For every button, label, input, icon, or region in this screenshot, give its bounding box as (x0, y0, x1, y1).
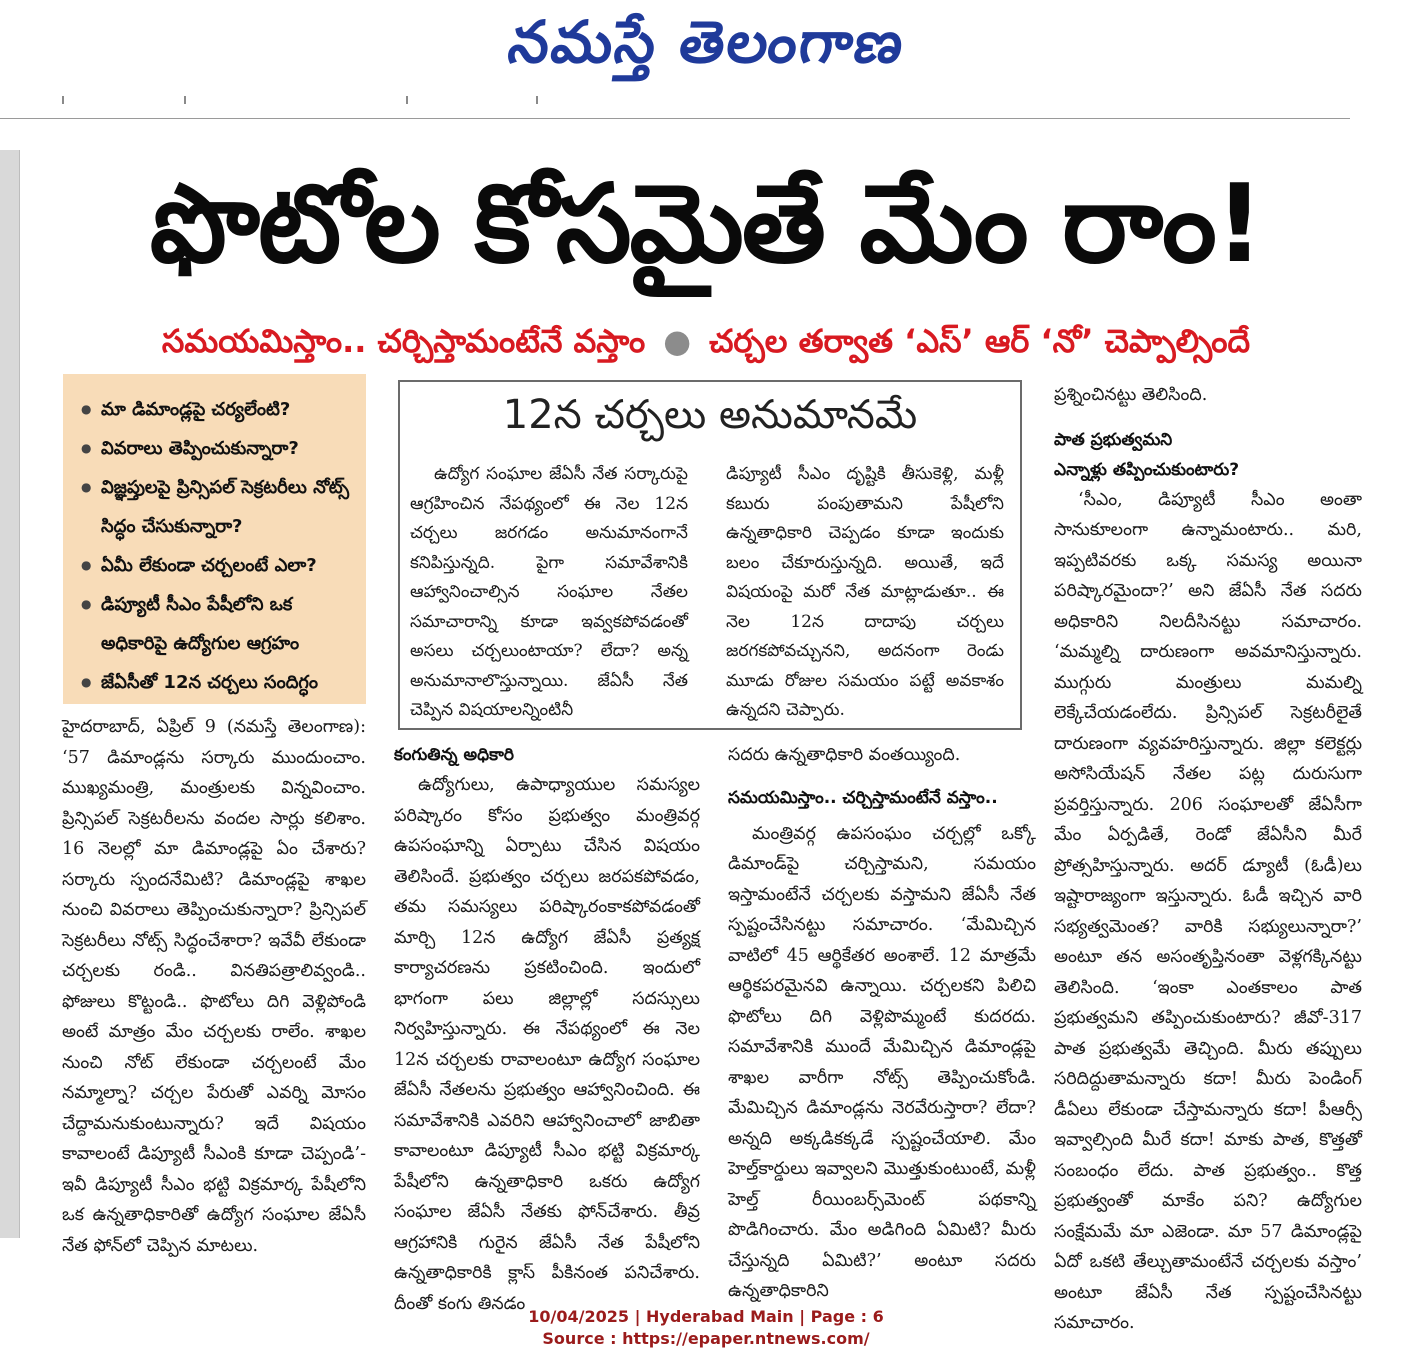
highlight-item: ● వివరాలు తెప్పించుకున్నారా? (81, 429, 356, 468)
column-2-body: ఉద్యోగులు, ఉపాధ్యాయుల సమస్యల పరిష్కారం కోసం ప్రభుత్వం మంత్రివర్గ ఉపసంఘాన్ని ఏర్పాటు చేసిన విషయం తెలిసిందే. ప్రభుత్వం చర్చలు జరపకపోవడం, తమ సమస్యలు పరిష్కారంకాకపోవడంతో మార్చి 12న ఉద్యోగ జేఏసీ ప్రత్యక్ష కార్యాచరణను ప్రకటించింది. ఇందులో భాగంగా పలు జిల్లాల్లో సదస్సులు నిర్వహిస్తున్నారు. ఈ నేపథ్యంలో ఈ నెల 12న చర్చలకు రావాలంటూ ఉద్యోగ సంఘాల జేఏసీ నేతలను ప్రభుత్వం ఆహ్వానించింది. ఈ సమావేశానికి ఎవరిని ఆహ్వానించాలో జాబితా కావాలంటూ డిప్యూటీ సీఎం భట్టి విక్రమార్క పేషీలోని ఉన్నతాధికారి ఒకరు ఉద్యోగ సంఘాల జేఏసీ నేతకు ఫోన్‌చేశారు. తీవ్ర ఆగ్రహానికి గురైన జేఏసీ నేత పేషీలోని ఉన్నతాధికారికి క్లాస్ పీకినంత పనిచేశారు. దీంతో కంగు తినడం (394, 775, 700, 1314)
highlight-item: ● జేఏసీతో 12న చర్చలు సందిగ్ధం (81, 663, 356, 702)
article-column-3 (728, 740, 1036, 1307)
footer-date-edition: 10/04/2025 | Hyderabad Main | Page : 6 (528, 1307, 884, 1326)
page-footer (0, 1306, 1412, 1350)
column-4-body: ‘సీఎం, డిప్యూటీ సీఎం అంతా సానుకూలంగా ఉన్నామంటారు.. మరి, ఇప్పటివరకు ఒక్క సమస్య అయినా పరిష్కారమైందా?’ అని జేఏసీ నేత సదరు అధికారిని నిలదీసినట్టు సమాచారం. ‘మమ్మల్ని దారుణంగా అవమానిస్తున్నారు. ముగ్గురు మంత్రులు మమల్ని లెక్కేచేయడంలేదు. ప్రిన్సిపల్ సెక్రటరీలైతే దారుణంగా వ్యవహరిస్తున్నారు. జిల్లా కలెక్టర్లు అసోసియేషన్ నేతల పట్ల దురుసుగా ప్రవర్తిస్తున్నారు. 206 సంఘాలతో జేఏసీగా మేం ఏర్పడితే, రెండో జేఏసీని మీరే ప్రోత్సహిస్తున్నారు. అదర్ డ్యూటీ (ఓడీ)లు ఇష్టారాజ్యంగా ఇస్తున్నారు. ఓడీ ఇచ్చిన వారి సభ్యత్వమెంత? వారికి సభ్యులున్నారా?’ అంటూ తన అసంతృప్తినంతా వెళ్లగక్కినట్టు తెలిసింది. ‘ఇంకా ఎంతకాలం పాత ప్రభుత్వమని తప్పించుకుంటారు? జీవో-317 పాత ప్రభుత్వమే తెచ్చింది. మీరు తప్పులు సరిదిద్దుతామన్నారు కదా! మీరు పెండింగ్ డీఏలు లేకుండా చేస్తామన్నారు కదా! పీఆర్సీ ఇవ్వాల్సింది మీరే కదా! మాకు పాత, కొత్తతో సంబంధం లేదు. పాత ప్రభుత్వం.. కొత్త ప్రభుత్వంతో మాకేం పని? ఉద్యోగుల సంక్షేమమే మా ఎజెండా. మా 57 డిమాండ్లపై ఏదో ఒకటి తేల్చుతామంటేనే చర్చలకు వస్తాం’ అంటూ జేఏసీ నేత స్పష్టంచేసినట్టు సమాచారం. (1054, 489, 1362, 1333)
box-text-left: ఉద్యోగ సంఘాల జేఏసీ నేత సర్కారుపై ఆగ్రహించిన నేపథ్యంలో ఈ నెల 12న చర్చలు జరగడం అనుమానంగానే కనిపిస్తున్నది. పైగా సమావేశానికి ఆహ్వానించాల్సిన సంఘాల నేతల సమాచారాన్ని కూడా ఇవ్వకపోవడంతో అసలు చర్చలుంటాయా? లేదా? అన్న అనుమానాలొస్తున్నాయి. జేఏసీ నేత చెప్పిన విషయాలన్నింటినీ (410, 464, 688, 720)
subhead-left: సమయమిస్తాం.. చర్చిస్తామంటేనే వస్తాం (161, 322, 646, 360)
column-1-body: హైదరాబాద్, ఏప్రిల్ 9 (నమస్తే తెలంగాణ): ‘57 డిమాండ్లను సర్కారు ముందుంచాం. ముఖ్యమంత్రి, మంత్రులకు విన్నవించాం. ప్రిన్సిపల్ సెక్రటరీలను వందల సార్లు కలిశాం. 16 నెలల్లో మా డిమాండ్లపై ఏం చేశారు? సర్కారు స్పందనేమిటి? డిమాండ్లపై శాఖల నుంచి వివరాలు తెప్పించుకున్నారా? ప్రిన్సిపల్ సెక్రటరీలు నోట్స్ సిద్ధంచేశారా? ఇవేవీ లేకుండా చర్చలకు రండి.. వినతిపత్రాలివ్వండి.. ఫోజులు కొట్టండి.. ఫొటోలు దిగి వెళ్లిపోండి అంటే మాత్రం మేం చర్చలకు రాలేం. శాఖల నుంచి నోట్ లేకుండా చర్చలంటే మేం నమ్మాల్నా? చర్చల పేరుతో ఎవర్ని మోసం చేద్దామనుకుంటున్నారు? ఇదే విషయం కావాలంటే డిప్యూటీ సీఎంకి కూడా చెప్పండి’- ఇవీ డిప్యూటీ సీఎం భట్టి విక్రమార్క పేషీలోని ఒక ఉన్నతాధికారితో ఉద్యోగ సంఘాల జేఏసీ నేత ఫోన్‌లో చెప్పిన మాటలు. (62, 717, 366, 1256)
highlights-box (63, 374, 366, 704)
masthead (0, 0, 1412, 100)
header-ticks (10, 96, 710, 106)
column-4-heading-line2: ఎన్నాళ్లు తప్పించుకుంటారు? (1054, 459, 1240, 480)
subhead-right: చర్చల తర్వాత ‘ఎస్’ ఆర్ ‘నో’ చెప్పాల్సిందే (709, 322, 1251, 360)
headline: ఫొటోల కోసమైతే మేం రాం! (149, 162, 1263, 287)
highlight-item: ● విజ్ఞప్తులపై ప్రిన్సిపల్ సెక్రటరీలు నోట్స్ సిద్ధం చేసుకున్నారా? (81, 468, 356, 546)
column-2-heading: కంగుతిన్న అధికారి (394, 745, 514, 765)
article-column-4 (1054, 380, 1362, 1339)
adjacent-page-strip (0, 150, 20, 1238)
header-rule (0, 118, 1350, 119)
newspaper-logo: నమస్తే తెలంగాణ (504, 8, 910, 76)
article-column-2 (394, 740, 700, 1319)
article-column-1 (62, 712, 366, 1261)
footer-source: Source : https://epaper.ntnews.com/ (542, 1329, 870, 1348)
box-title: 12న చర్చలు అనుమానమే (502, 392, 918, 438)
column-4-lead: ప్రశ్నించినట్టు తెలిసింది. (1054, 385, 1208, 405)
column-3-body: మంత్రివర్గ ఉపసంఘం చర్చల్లో ఒక్కో డిమాండ్‌పై చర్చిస్తామని, సమయం ఇస్తామంటేనే చర్చలకు వస్తామని జేఏసీ నేత స్పష్టంచేసినట్టు సమాచారం. ‘మేమిచ్చిన వాటిలో 45 ఆర్థికేతర అంశాలే. 12 మాత్రమే ఆర్థికపరమైనవి ఉన్నాయి. చర్చలకని పిలిచి ఫొటోలు దిగి వెళ్లిపొమ్మంటే కుదరదు. సమావేశానికి ముందే మేమిచ్చిన డిమాండ్లపై శాఖల వారీగా నోట్స్ తెప్పించుకోండి. మేమిచ్చిన డిమాండ్లను నెరవేరుస్తారా? లేదా? అన్నది అక్కడికక్కడే స్పష్టంచేయాలి. మేం హెల్త్‌కార్డులు ఇవ్వాలని మొత్తుకుంటుంటే, మళ్లీ హెల్త్ రీయింబర్స్‌మెంట్ పథకాన్ని పొడిగించారు. మేం అడిగింది ఏమిటి? మీరు చేస్తున్నది ఏమిటి?’ అంటూ సదరు ఉన్నతాధికారిని (728, 823, 1036, 1301)
box-text-right: డిప్యూటీ సీఎం దృష్టికి తీసుకెళ్లి, మళ్లీ కబురు పంపుతామని పేషీలోని ఉన్నతాధికారి చెప్పడం కూడా ఇందుకు బలం చేకూరుస్తున్నది. అయితే, ఇదే విషయంపై మరో నేత మాట్లాడుతూ.. ఈ నెల 12న దాదాపు చర్చలు జరగకపోవచ్చునని, అదనంగా రెండు మూడు రోజుల సమయం పట్టే అవకాశం ఉన్నదని చెప్పారు. (726, 464, 1004, 720)
column-4-heading-line1: పాత ప్రభుత్వమని (1054, 429, 1173, 450)
column-3-lead: సదరు ఉన్నతాధికారి వంతయ్యింది. (728, 745, 961, 765)
subheadline (20, 316, 1392, 366)
column-3-heading: సమయమిస్తాం.. చర్చిస్తామంటేనే వస్తాం.. (728, 787, 998, 808)
sidebar-box (398, 380, 1022, 730)
bullet-separator-icon: ● (663, 322, 692, 360)
highlight-item: ● ఏమీ లేకుండా చర్చలంటే ఎలా? (81, 546, 356, 585)
highlight-item: ● మా డిమాండ్లపై చర్యలేంటి? (81, 390, 356, 429)
highlight-item: ● డిప్యూటీ సీఎం పేషీలోని ఒక అధికారిపై ఉద్యోగుల ఆగ్రహం (81, 585, 356, 663)
